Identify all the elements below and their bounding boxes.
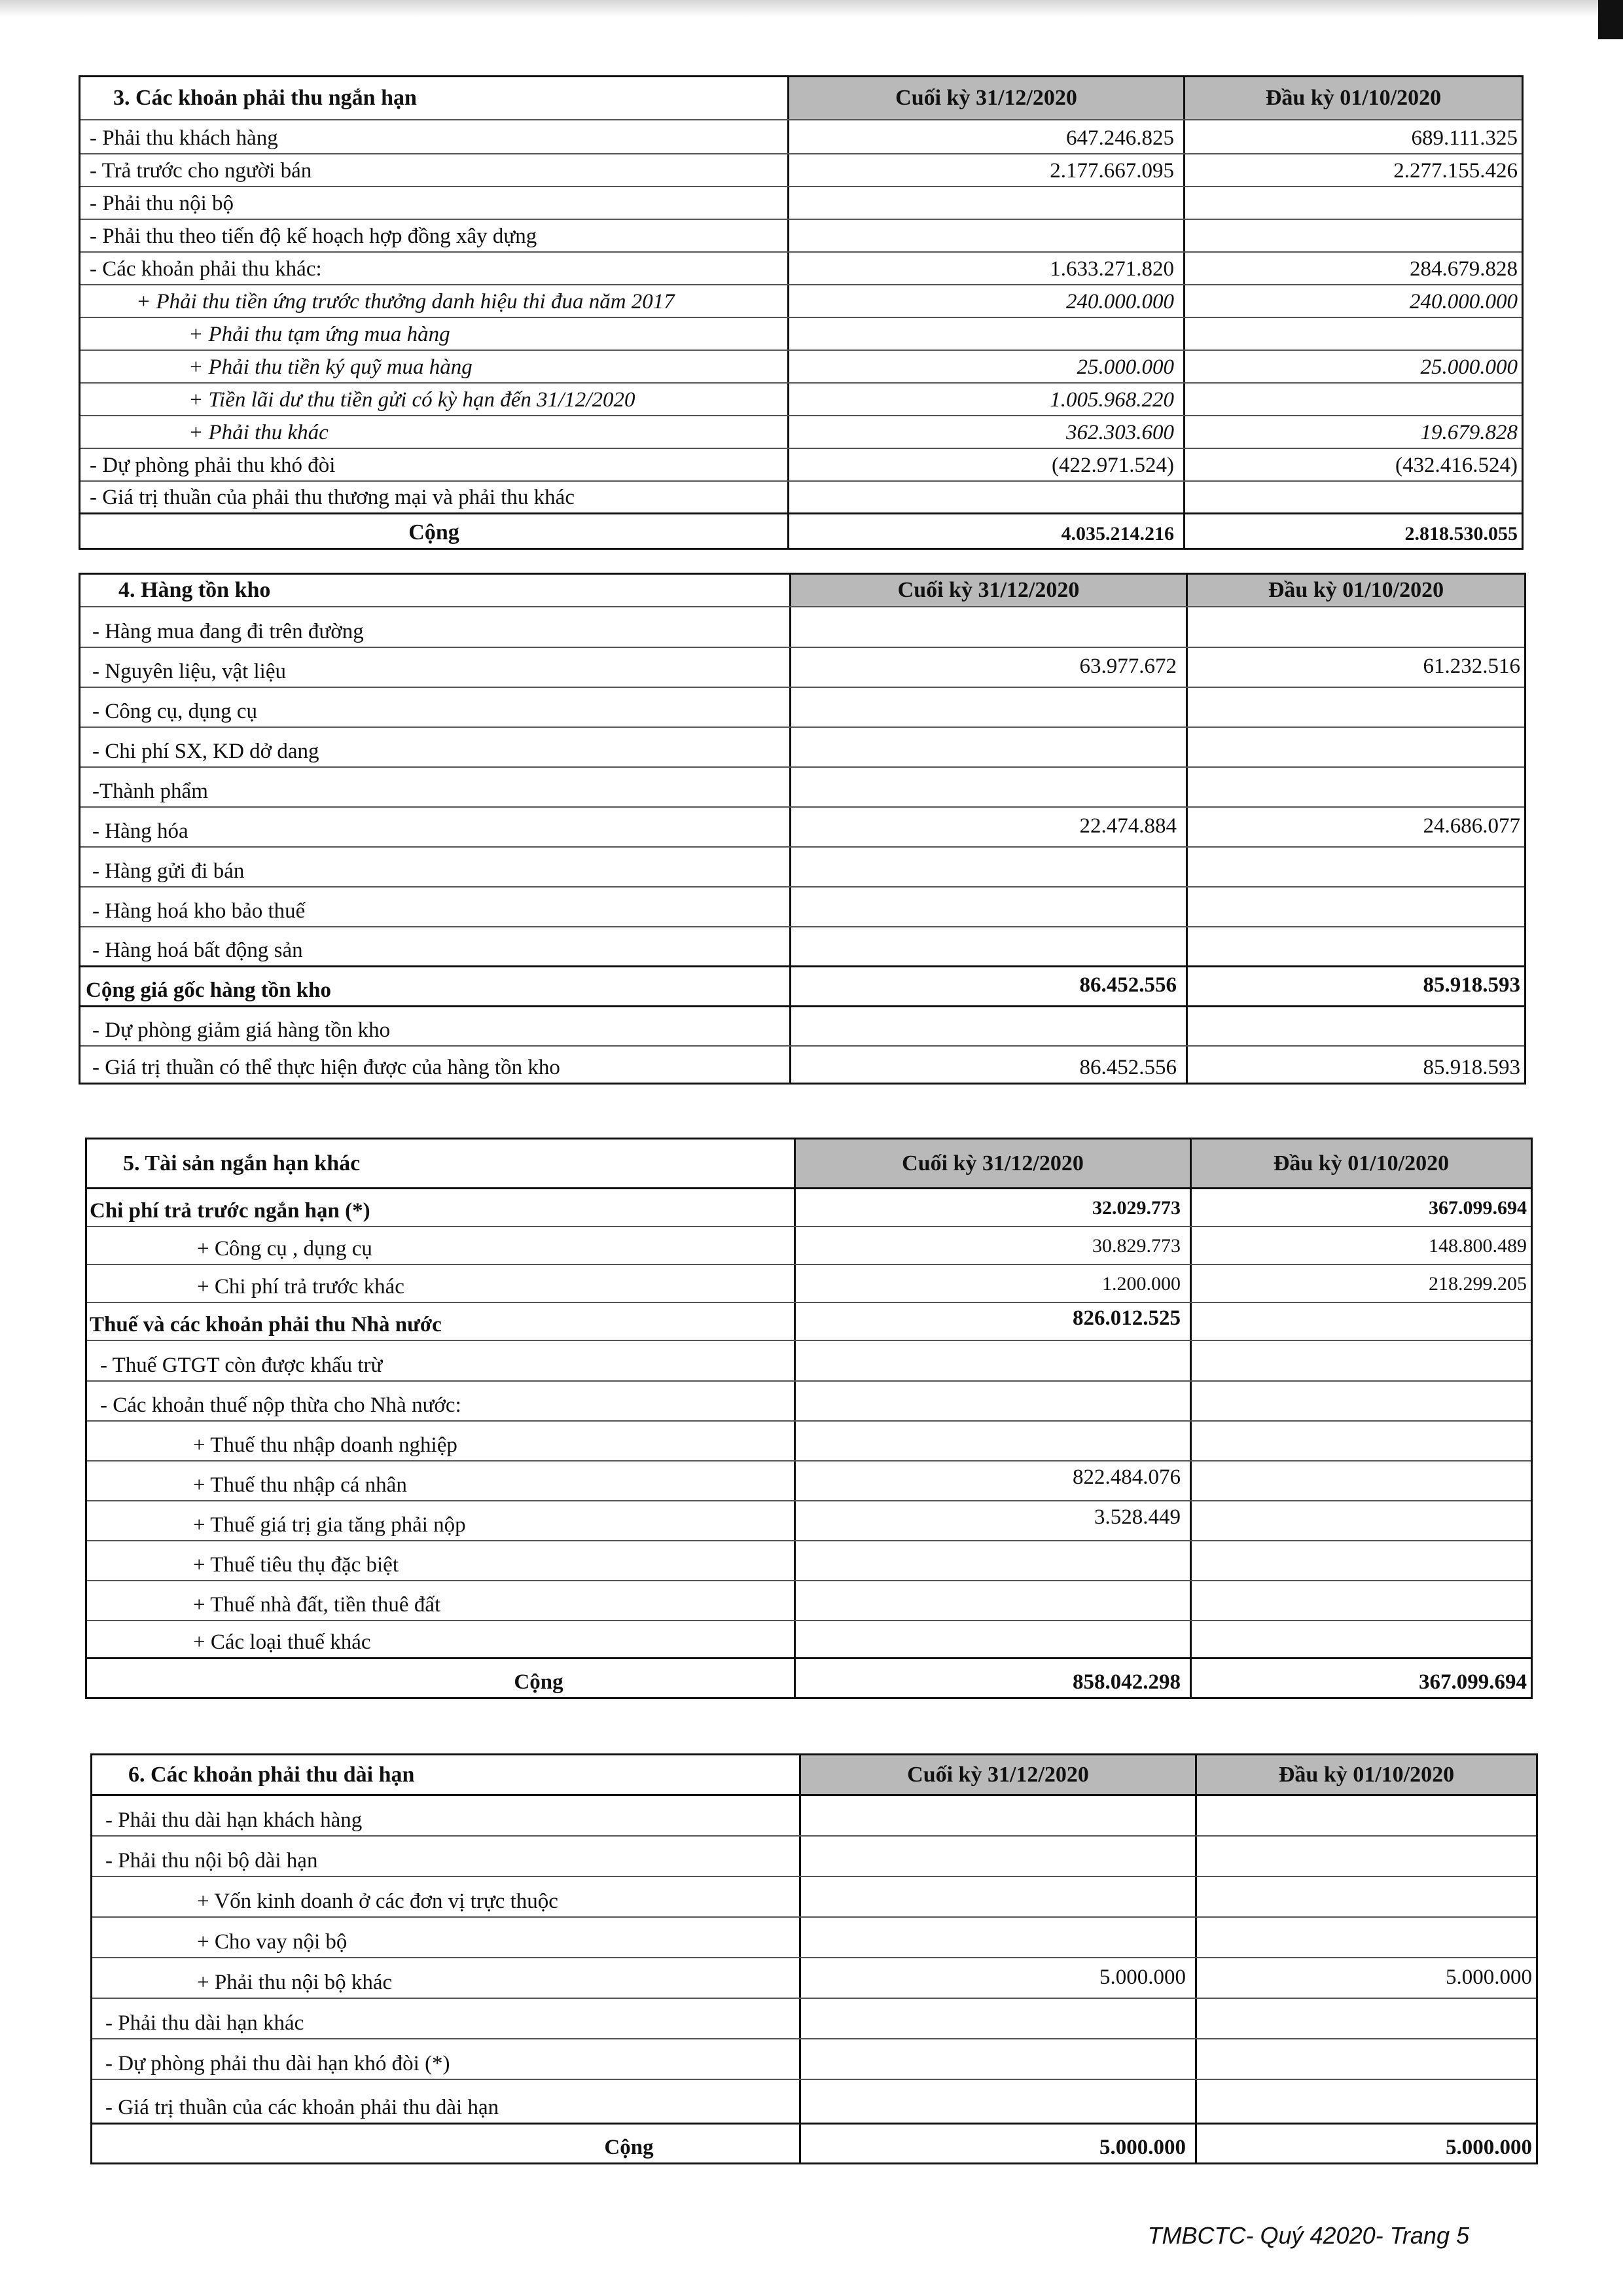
section-title: 3. Các khoản phải thu ngắn hạn (80, 77, 787, 119)
scan-edge-mark (1598, 0, 1623, 39)
value-end (789, 728, 1186, 766)
section-5-other-current-assets (85, 1138, 1533, 1699)
table-row (80, 154, 1522, 187)
row-label: - Chi phí SX, KD dở dang (92, 740, 319, 763)
table-row (80, 220, 1522, 253)
value-end: 22.474.884 (789, 808, 1186, 846)
value-begin: (432.416.524) (1183, 449, 1522, 480)
table-row (87, 1541, 1531, 1581)
value-begin (1190, 1462, 1531, 1500)
value-begin (1195, 1877, 1536, 1916)
col-header-end-period: Cuối kỳ 31/12/2020 (787, 77, 1183, 119)
value-begin (1195, 1999, 1536, 2038)
value-end: 1.633.271.820 (787, 253, 1183, 284)
value-end (789, 1007, 1186, 1045)
total-label: Cộng (408, 520, 459, 545)
table-row (80, 1007, 1524, 1047)
value-end (789, 927, 1186, 965)
value-begin (1186, 927, 1524, 965)
value-end: 30.829.773 (794, 1227, 1190, 1264)
value-end (787, 220, 1183, 251)
row-label: - Nguyên liệu, vật liệu (92, 660, 287, 683)
table-row (80, 285, 1522, 318)
row-label: + Phải thu khác (188, 421, 329, 444)
page-footer: TMBCTC- Quý 42020- Trang 5 (1147, 2222, 1469, 2249)
row-label: + Công cụ , dụng cụ (197, 1237, 372, 1261)
value-begin: 689.111.325 (1183, 120, 1522, 153)
value-end: 2.177.667.095 (787, 154, 1183, 186)
table-header (92, 1755, 1536, 1796)
col-header-end-period: Cuối kỳ 31/12/2020 (799, 1755, 1195, 1794)
row-label: + Thuế thu nhập doanh nghiệp (193, 1433, 457, 1457)
col-header-begin-period: Đầu kỳ 01/10/2020 (1183, 77, 1522, 119)
row-label: + Thuế nhà đất, tiền thuê đất (193, 1593, 441, 1617)
table-row (92, 1999, 1536, 2039)
row-label: + Chi phí trả trước khác (197, 1275, 404, 1299)
section-title: 4. Hàng tồn kho (80, 575, 789, 606)
row-label: - Hàng gửi đi bán (92, 859, 245, 883)
table-row (80, 808, 1524, 848)
total-value-begin: 2.818.530.055 (1183, 514, 1522, 548)
value-begin (1183, 482, 1522, 512)
value-begin (1183, 318, 1522, 350)
row-label: + Thuế thu nhập cá nhân (193, 1473, 407, 1497)
row-label: + Phải thu nội bộ khác (197, 1971, 393, 1994)
value-end (794, 1382, 1190, 1420)
table-header (87, 1139, 1531, 1189)
table-row (80, 888, 1524, 927)
value-end: 1.200.000 (794, 1265, 1190, 1302)
row-label: -Thành phẩm (92, 780, 208, 803)
row-label: - Hàng mua đang đi trên đường (92, 620, 364, 643)
row-label: - Các khoản phải thu khác: (90, 257, 322, 281)
row-label: - Giá trị thuần của các khoản phải thu dài hạn (105, 2096, 499, 2119)
value-begin (1195, 1837, 1536, 1876)
table-row (80, 1047, 1524, 1083)
value-begin: 148.800.489 (1190, 1227, 1531, 1264)
row-label: - Dự phòng giảm giá hàng tồn kho (92, 1018, 391, 1042)
row-label: - Phải thu dài hạn khác (105, 2011, 304, 2035)
value-begin: 2.277.155.426 (1183, 154, 1522, 186)
row-label: - Hàng hoá kho bảo thuế (92, 899, 306, 923)
value-end: (422.971.524) (787, 449, 1183, 480)
value-end: 63.977.672 (789, 648, 1186, 687)
value-end (794, 1341, 1190, 1380)
table-row (87, 1189, 1531, 1227)
value-begin (1186, 768, 1524, 806)
value-begin (1195, 1796, 1536, 1835)
value-begin (1190, 1621, 1531, 1657)
table-row (92, 2039, 1536, 2080)
col-header-begin-period: Đầu kỳ 01/10/2020 (1190, 1139, 1531, 1187)
row-label: - Công cụ, dụng cụ (92, 700, 258, 723)
value-end: 86.452.556 (789, 1047, 1186, 1083)
value-end (789, 888, 1186, 926)
subtotal-label: Cộng giá gốc hàng tồn kho (86, 978, 332, 1002)
table-row (80, 187, 1522, 220)
table-row (80, 607, 1524, 648)
table-row (80, 848, 1524, 888)
value-begin: 19.679.828 (1183, 416, 1522, 448)
section-3-short-term-receivables (79, 75, 1524, 550)
table-row (80, 253, 1522, 285)
subtotal-value-begin: 85.918.593 (1186, 967, 1524, 1005)
row-label: + Các loại thuế khác (193, 1630, 371, 1654)
table-row (87, 1422, 1531, 1462)
value-end: 240.000.000 (787, 285, 1183, 317)
total-value-end: 5.000.000 (799, 2125, 1195, 2162)
value-begin (1190, 1422, 1531, 1460)
row-label: - Hàng hóa (92, 819, 188, 843)
row-label: - Phải thu nội bộ dài hạn (105, 1849, 318, 1873)
value-end (794, 1581, 1190, 1620)
value-end (787, 482, 1183, 512)
value-end (799, 1877, 1195, 1916)
value-begin (1190, 1581, 1531, 1620)
row-label: + Cho vay nội bộ (197, 1930, 348, 1954)
value-begin: 61.232.516 (1186, 648, 1524, 687)
value-end (794, 1541, 1190, 1580)
value-begin (1183, 384, 1522, 415)
value-end: 1.005.968.220 (787, 384, 1183, 415)
row-label: - Phải thu khách hàng (90, 126, 278, 150)
value-end (799, 2080, 1195, 2123)
value-end (794, 1422, 1190, 1460)
row-label: - Dự phòng phải thu dài hạn khó đòi (*) (105, 2052, 450, 2075)
row-label: - Phải thu nội bộ (90, 192, 234, 215)
col-header-begin-period: Đầu kỳ 01/10/2020 (1186, 575, 1524, 606)
table-row (80, 416, 1522, 449)
value-begin: 367.099.694 (1190, 1189, 1531, 1226)
section-4-inventory (79, 573, 1526, 1085)
table-row (92, 1796, 1536, 1837)
col-header-end-period: Cuối kỳ 31/12/2020 (794, 1139, 1190, 1187)
row-label: - Dự phòng phải thu khó đòi (90, 454, 336, 477)
value-end: 3.528.449 (794, 1501, 1190, 1540)
row-label: - Phải thu dài hạn khách hàng (105, 1808, 363, 1832)
value-end (787, 318, 1183, 350)
total-value-begin: 5.000.000 (1195, 2125, 1536, 2162)
table-row (80, 688, 1524, 728)
scan-top-shadow (0, 0, 1623, 17)
row-label: + Phải thu tiền ứng trước thưởng danh hiệu thi đua năm 2017 (136, 290, 675, 314)
value-begin (1195, 2080, 1536, 2123)
value-end: 822.484.076 (794, 1462, 1190, 1500)
table-row (87, 1303, 1531, 1341)
total-value-end: 4.035.214.216 (787, 514, 1183, 548)
table-row (80, 927, 1524, 967)
table-row (92, 1837, 1536, 1877)
table-row (80, 449, 1522, 482)
row-label: + Thuế tiêu thụ đặc biệt (193, 1553, 399, 1577)
value-end: 25.000.000 (787, 351, 1183, 382)
row-label: - Giá trị thuần có thể thực hiện được của hàng tồn kho (92, 1056, 560, 1079)
value-end (789, 688, 1186, 726)
value-end: 5.000.000 (799, 1958, 1195, 1998)
value-begin: 24.686.077 (1186, 808, 1524, 846)
row-label: + Tiền lãi dư thu tiền gửi có kỳ hạn đến 31/12/2020 (188, 388, 635, 412)
value-end (799, 1999, 1195, 2038)
table-row (92, 1877, 1536, 1918)
row-label: Thuế và các khoản phải thu Nhà nước (90, 1313, 442, 1336)
table-row (87, 1621, 1531, 1659)
table-row (80, 728, 1524, 768)
row-label: + Phải thu tiền ký quỹ mua hàng (188, 355, 473, 379)
table-row (80, 351, 1522, 384)
value-begin (1195, 1918, 1536, 1957)
row-label: - Trả trước cho người bán (90, 159, 312, 183)
value-end (787, 187, 1183, 219)
table-row (80, 384, 1522, 416)
row-label: - Các khoản thuế nộp thừa cho Nhà nước: (100, 1393, 461, 1417)
table-row (92, 2080, 1536, 2125)
subtotal-value-end: 86.452.556 (789, 967, 1186, 1005)
value-end: 32.029.773 (794, 1189, 1190, 1226)
value-begin (1186, 607, 1524, 647)
value-begin (1186, 728, 1524, 766)
table-row (87, 1382, 1531, 1422)
row-label: + Vốn kinh doanh ở các đơn vị trực thuộc (197, 1890, 558, 1913)
value-begin (1183, 220, 1522, 251)
section-title: 6. Các khoản phải thu dài hạn (92, 1755, 799, 1794)
subtotal-row (80, 967, 1524, 1007)
row-label: + Thuế giá trị gia tăng phải nộp (193, 1513, 466, 1537)
value-begin (1190, 1341, 1531, 1380)
total-label: Cộng (514, 1670, 563, 1694)
total-row (87, 1659, 1531, 1697)
row-label: - Giá trị thuần của phải thu thương mại và phải thu khác (90, 486, 575, 509)
table-row (80, 768, 1524, 808)
value-begin (1195, 2039, 1536, 2079)
table-header (80, 77, 1522, 120)
table-row (87, 1265, 1531, 1303)
row-label: + Phải thu tạm ứng mua hàng (188, 323, 450, 346)
value-end (799, 1796, 1195, 1835)
row-label: - Thuế GTGT còn được khấu trừ (100, 1354, 383, 1377)
value-begin (1186, 848, 1524, 886)
value-begin (1190, 1541, 1531, 1580)
total-value-begin: 367.099.694 (1190, 1659, 1531, 1697)
table-row (80, 648, 1524, 688)
value-end: 362.303.600 (787, 416, 1183, 448)
value-begin (1183, 187, 1522, 219)
value-begin (1186, 888, 1524, 926)
section-6-long-term-receivables (90, 1753, 1538, 2164)
table-row (80, 120, 1522, 154)
value-begin: 218.299.205 (1190, 1265, 1531, 1302)
section-title: 5. Tài sản ngắn hạn khác (87, 1139, 794, 1187)
table-header (80, 575, 1524, 607)
table-row (92, 1958, 1536, 1999)
value-begin: 284.679.828 (1183, 253, 1522, 284)
total-label: Cộng (604, 2136, 654, 2159)
table-row (87, 1227, 1531, 1265)
col-header-end-period: Cuối kỳ 31/12/2020 (789, 575, 1186, 606)
table-row (87, 1341, 1531, 1382)
value-begin (1186, 1007, 1524, 1045)
row-label: - Phải thu theo tiến độ kế hoạch hợp đồng xây dựng (90, 224, 537, 248)
value-end (789, 607, 1186, 647)
value-begin (1186, 688, 1524, 726)
total-row (80, 514, 1522, 548)
col-header-begin-period: Đầu kỳ 01/10/2020 (1195, 1755, 1536, 1794)
table-row (92, 1918, 1536, 1958)
row-label: Chi phí trả trước ngắn hạn (*) (90, 1199, 370, 1223)
value-begin (1190, 1303, 1531, 1340)
table-row (87, 1581, 1531, 1621)
value-begin: 25.000.000 (1183, 351, 1522, 382)
value-end: 647.246.825 (787, 120, 1183, 153)
row-label: - Hàng hoá bất động sản (92, 939, 303, 962)
total-row (92, 2125, 1536, 2162)
value-end (789, 768, 1186, 806)
value-end (799, 2039, 1195, 2079)
value-begin (1190, 1501, 1531, 1540)
table-row (87, 1462, 1531, 1501)
value-end (789, 848, 1186, 886)
value-end (799, 1918, 1195, 1957)
value-end (799, 1837, 1195, 1876)
value-begin: 85.918.593 (1186, 1047, 1524, 1083)
table-row (80, 318, 1522, 351)
value-end: 826.012.525 (794, 1303, 1190, 1340)
value-end (794, 1621, 1190, 1657)
value-begin: 5.000.000 (1195, 1958, 1536, 1998)
value-begin (1190, 1382, 1531, 1420)
table-row (87, 1501, 1531, 1541)
value-begin: 240.000.000 (1183, 285, 1522, 317)
total-value-end: 858.042.298 (794, 1659, 1190, 1697)
table-row (80, 482, 1522, 514)
